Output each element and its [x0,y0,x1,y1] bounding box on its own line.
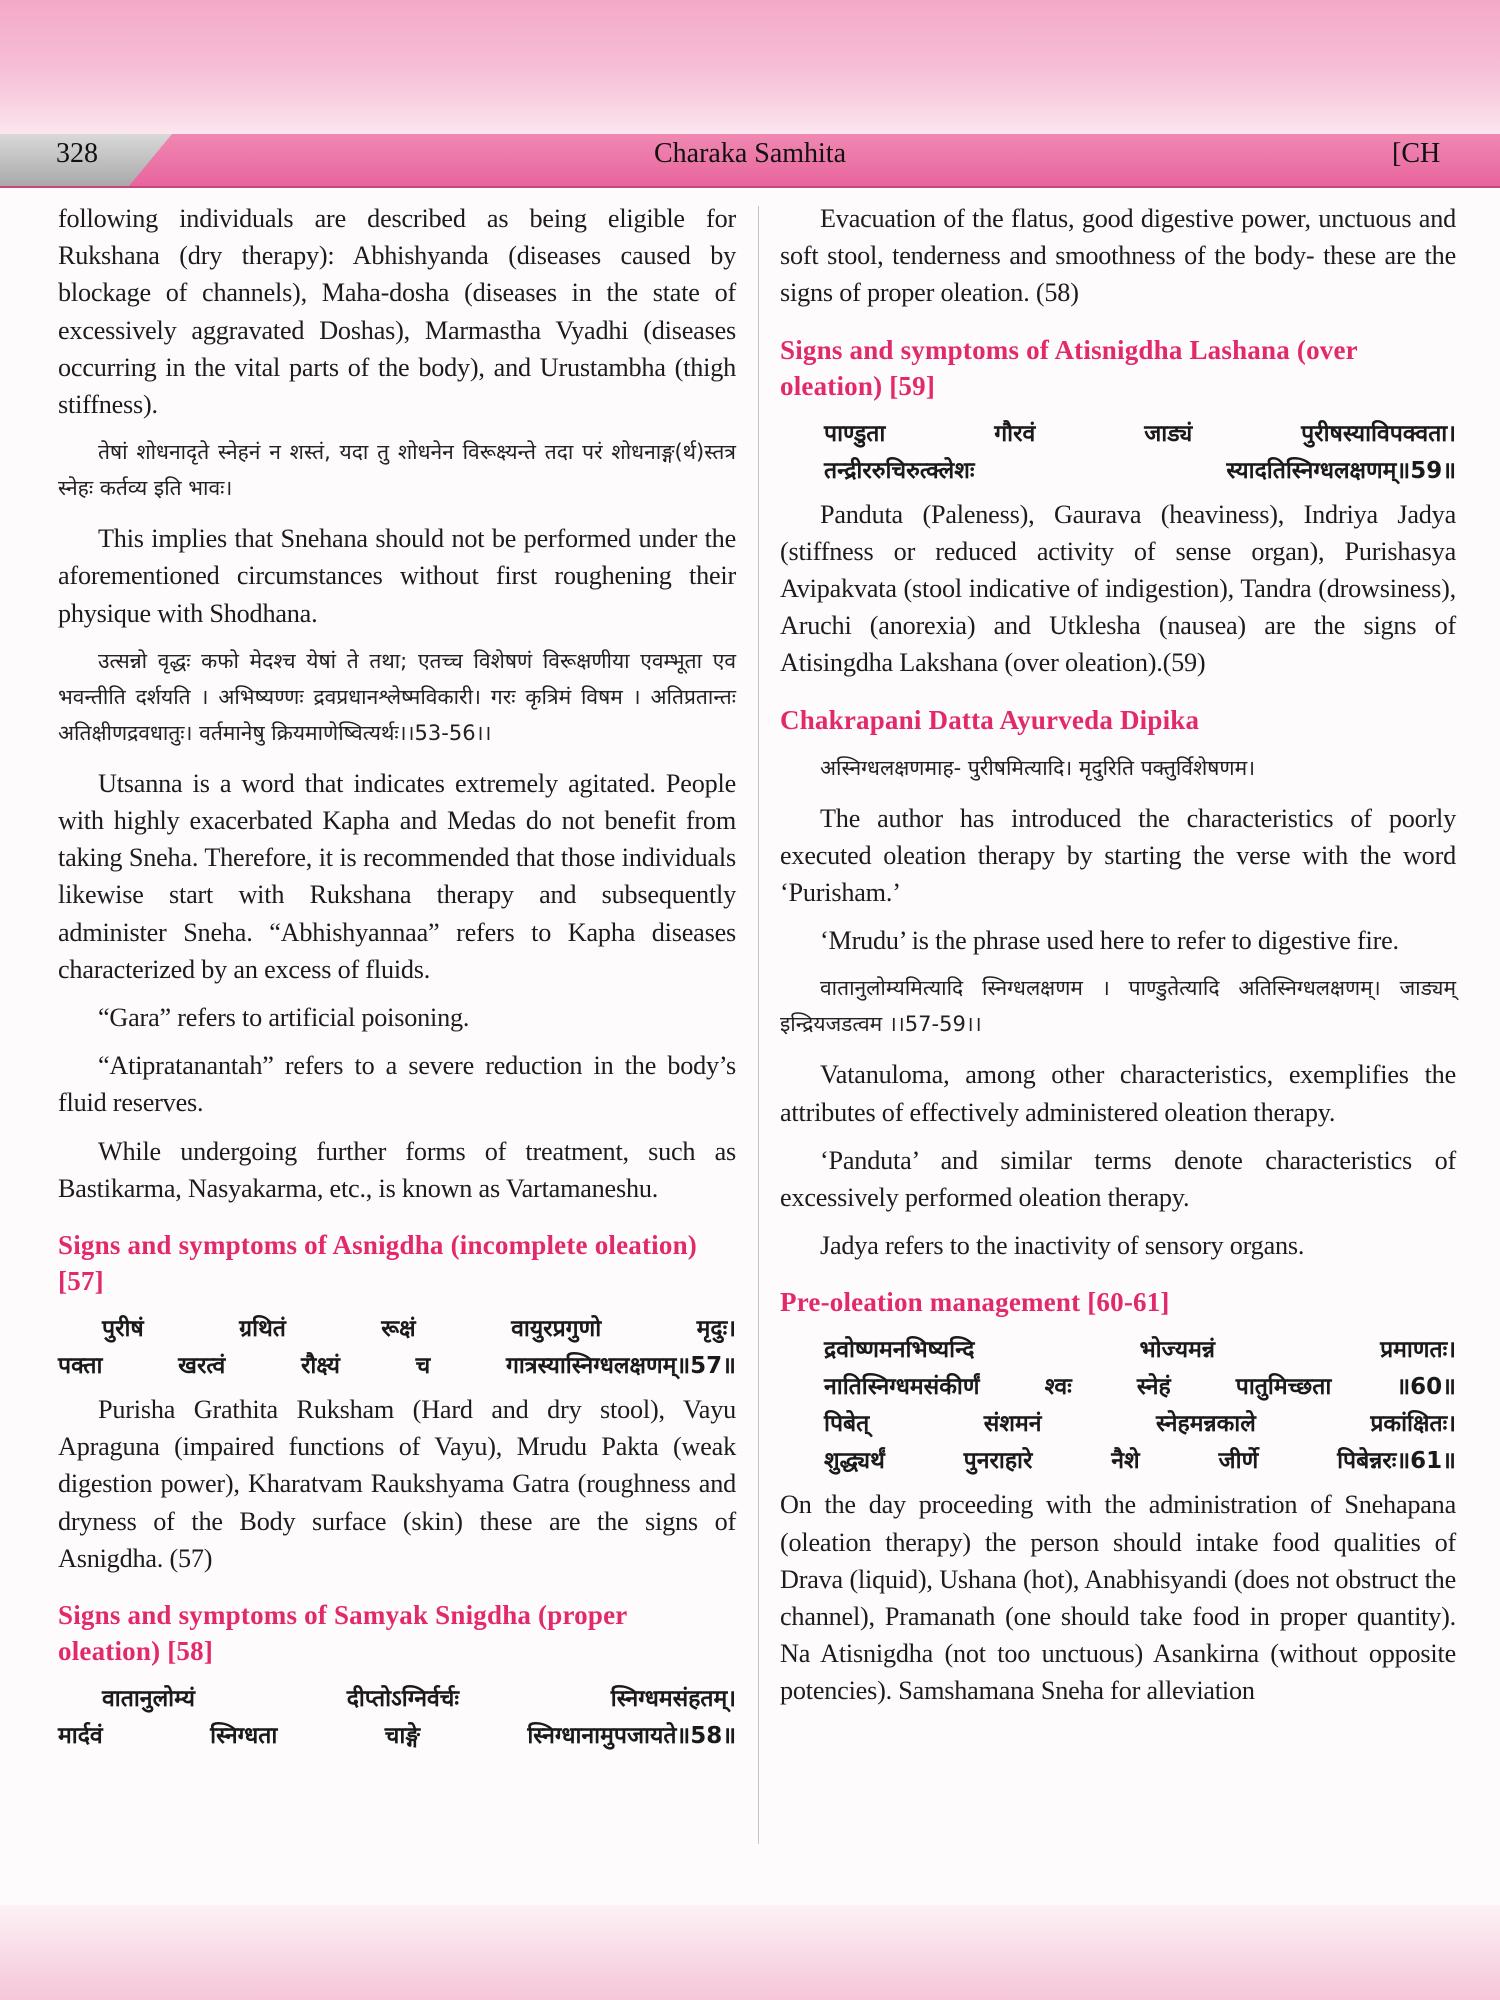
verse-word: स्निग्धता [210,1723,278,1750]
paragraph: This implies that Snehana should not be performed under the aforementioned circumstances without first roughening their physique with Shodhana. [58,524,736,628]
page-number: 328 [56,138,98,169]
paragraph: Utsanna is a word that indicates extremely agitated. People with highly exacerbated Kapha and Medas do not benefit from taking Sneha. Therefore, it is recommended that those individuals likewise start with Rukshana therapy and subsequently administer Sneha. “Abhishyannaa” refers to Kapha diseases characterized by an excess of fluids. [58,768,736,984]
verse-word: पुरीषस्याविपक्वता। [1301,420,1456,447]
verse-line [780,1443,1456,1480]
verse-word: प्रकांक्षितः। [1370,1411,1456,1438]
paragraph: While undergoing further forms of treatment, such as Bastikarma, Nasyakarma, etc., is known as Vartamaneshu. [58,1136,736,1203]
section-heading-60: Pre-oleation management [60-61] [780,1287,1170,1318]
verse-line [58,1311,736,1348]
verse-word: पाण्डुता [824,420,886,447]
verse-word: पातुमिच्छता [1235,1374,1332,1401]
paragraph: On the day proceeding with the administration of Snehapana (oleation therapy) the person should intake food qualities of Drava (liquid), Ushana (hot), Anabhisyandi (does not obstruct the channel), Pramanath (one should take food in proper quantity). Na Atisnigdha (not too unctuous) Asankirna (without opposite potencies). Samshamana Sneha for alleviation [780,1490,1456,1706]
verse-word: स्नेहं [1136,1374,1171,1401]
verse-word: च [415,1353,431,1380]
verse-word: संशमनं [983,1411,1042,1438]
verse-word: नैशे [1111,1448,1140,1475]
verse-word: वायुरप्रगुणो [511,1316,602,1343]
sanskrit-commentary: उत्सन्नो वृद्धः कफो मेदश्च येषां ते तथा; एतच्च विशेषणं विरूक्षणीया एवम्भूता एव भवन्तीति दर्शयति । अभिष्यण्णः द्रवप्रधानश्लेष्मविकारी। गरः कृत्रिमं विषम । अतिप्रतान्तः अतिक्षीणद्रवधातुः। वर्तमानेषु क्रियमाणेष्वित्यर्थः।।53-56।। [58,648,736,745]
paragraph: ‘Mrudu’ is the phrase used here to refer to digestive fire. [820,926,1399,956]
verse-line [780,1332,1456,1369]
verse-word: स्निग्धमसंहतम्। [610,1686,736,1713]
column-divider [758,206,759,1844]
verse-line [58,1718,736,1755]
section-heading-59: Signs and symptoms of Atisnigdha Lashana (over oleation) [59] [780,334,1358,401]
paragraph: Panduta (Paleness), Gaurava (heaviness), Indriya Jadya (stiffness or reduced activity of sense organ), Purishasya Avipakvata (stool indicative of indigestion), Tandra (drowsiness), Aruchi (anorexia) and Utklesha (nausea) are the signs of Atisingdha Lakshana (over oleation).(59) [780,499,1456,678]
paragraph: Evacuation of the flatus, good digestive power, unctuous and soft stool, tenderness and smoothness of the body- these are the signs of proper oleation. (58) [780,204,1456,308]
right-column [780,200,1456,1721]
verse-57 [58,1311,736,1385]
verse-word: रूक्षं [381,1316,416,1343]
paragraph: Vatanuloma, among other characteristics, exemplifies the attributes of effectively administered oleation therapy. [780,1060,1456,1127]
paragraph: following individuals are described as being eligible for Rukshana (dry therapy): Abhishyanda (diseases caused by blockage of channels), Maha-dosha (diseases in the state of excessively aggravated Doshas), Marmastha Vyadhi (diseases occurring in the vital parts of the body), and Urustambha (thigh stiffness). [58,204,736,420]
verse-word: पिबेन्नरः॥61॥ [1337,1448,1456,1475]
footer-band [0,1905,1500,2000]
verse-line [780,453,1456,490]
verse-word: मार्दवं [58,1723,103,1750]
verse-word: पिबेत् [824,1411,870,1438]
verse-word: स्नेहमन्नकाले [1155,1411,1256,1438]
paragraph: The author has introduced the characteristics of poorly executed oleation therapy by starting the verse with the word ‘Purisham.’ [780,803,1456,908]
left-column [58,200,736,1761]
verse-word: पुनराहारे [963,1448,1033,1475]
verse-line [58,1681,736,1718]
paragraph: Purisha Grathita Ruksham (Hard and dry stool), Vayu Apraguna (impaired functions of Vayu), Mrudu Pakta (weak digestion power), Kharatvam Raukshyama Gatra (roughness and dryness of the Body surface (skin) these are the signs of Asnigdha. (57) [58,1395,736,1573]
paragraph: ‘Panduta’ and similar terms denote characteristics of excessively performed oleation therapy. [780,1145,1456,1213]
verse-word: शुद्ध्यर्थं [824,1448,885,1475]
verse-word: स्यादतिस्निग्धलक्षणम्॥59॥ [1226,457,1456,484]
verse-word: चाङ्गे [384,1723,420,1750]
verse-word: वातानुलोम्यं [102,1686,195,1713]
verse-word: जीर्णे [1218,1448,1259,1475]
verse-line [780,1406,1456,1443]
verse-59 [780,416,1456,490]
section-heading-57: Signs and symptoms of Asnigdha (incomplete oleation) [57] [58,1230,697,1297]
header-band [0,0,1500,140]
sanskrit-commentary: अस्निग्धलक्षणमाह- पुरीषमित्यादि। मृदुरिति पक्तुर्विशेषणम। [820,755,1256,780]
verse-60-61 [780,1332,1456,1480]
verse-word: पुरीषं [102,1316,144,1343]
verse-word: पक्ता [58,1353,103,1380]
verse-word: प्रमाणतः। [1380,1337,1456,1364]
verse-word: स्निग्धानामुपजायते॥58॥ [527,1723,736,1750]
verse-word: नातिस्निग्धमसंकीर्णं [824,1374,980,1401]
chapter-mark: [CH [1392,138,1441,169]
running-title: Charaka Samhita [653,138,847,169]
verse-word: तन्द्रीररुचिरुत्क्लेशः [824,457,975,484]
verse-word: द्रवोष्णमनभिष्यन्दि [824,1337,975,1364]
section-heading-commentary: Chakrapani Datta Ayurveda Dipika [780,704,1200,735]
verse-word: खरत्वं [178,1353,226,1380]
verse-word: ग्रथितं [239,1316,286,1343]
section-heading-58: Signs and symptoms of Samyak Snigdha (proper oleation) [58] [58,1600,627,1667]
sanskrit-commentary: वातानुलोम्यमित्यादि स्निग्धलक्षणम । पाण्डुतेत्यादि अतिस्निग्धलक्षणम्। जाड्यम् इन्द्रियजडत्वम ।।57-59।। [780,976,1456,1037]
verse-line [780,1369,1456,1406]
verse-word: भोज्यमन्नं [1139,1337,1215,1364]
paragraph: “Atipratanantah” refers to a severe reduction in the body’s fluid reserves. [58,1051,736,1118]
paragraph: “Gara” refers to artificial poisoning. [98,1003,470,1033]
verse-word: जाड्यं [1144,420,1193,447]
header-rule [0,186,1500,188]
sanskrit-commentary: तेषां शोधनादृते स्नेहनं न शस्तं, यदा तु शोधनेन विरूक्ष्यन्ते तदा परं शोधनाङ्ग(र्थ)स्तत्र स्नेहः कर्तव्य इति भावः। [58,440,736,501]
verse-line [58,1348,736,1385]
verse-word: मृदुः। [696,1316,736,1343]
verse-word: रौक्ष्यं [300,1353,340,1380]
verse-word: ॥60॥ [1396,1374,1456,1401]
paragraph: Jadya refers to the inactivity of sensory organs. [820,1231,1305,1261]
verse-word: दीप्तोऽग्निर्वर्चः [346,1686,460,1713]
verse-word: श्वः [1044,1374,1072,1401]
verse-word: गौरवं [994,420,1036,447]
verse-line [780,416,1456,453]
verse-58 [58,1681,736,1755]
verse-word: गात्रस्यास्निग्धलक्षणम्॥57॥ [505,1353,736,1380]
